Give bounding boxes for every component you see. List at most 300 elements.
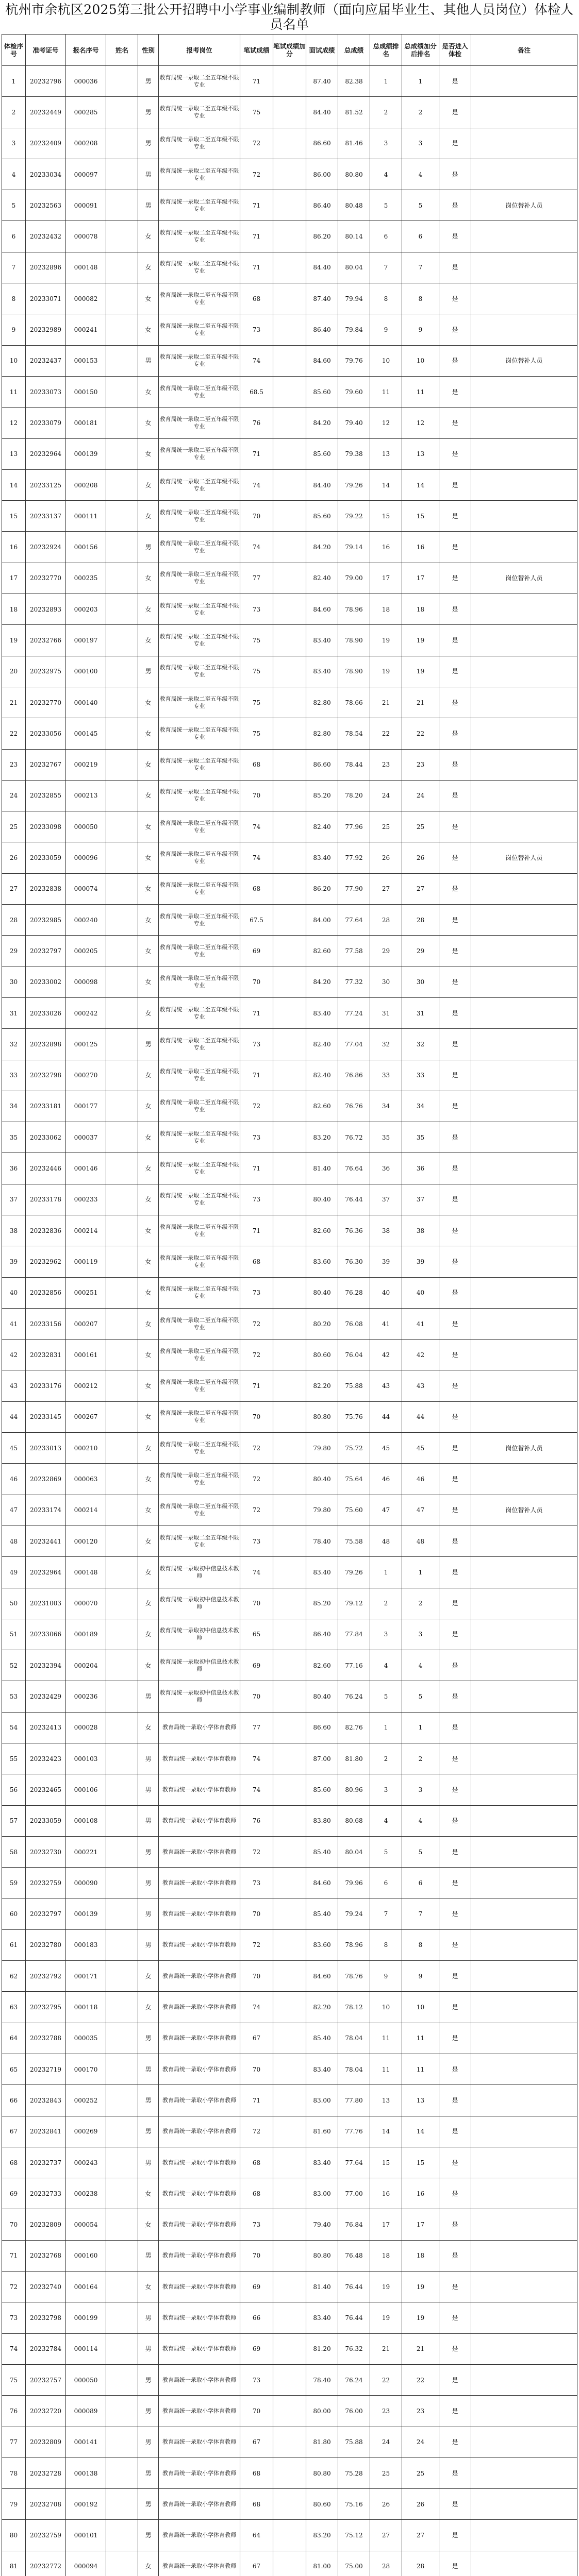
cell-bonus-rank: 18 [402,2240,439,2271]
cell-enter-exam: 是 [439,283,471,314]
cell-index: 52 [2,1650,26,1681]
cell-written-bonus [273,2240,306,2271]
cell-total-score: 78.04 [338,2054,370,2085]
cell-name [106,1774,138,1805]
table-row [2,1184,577,1215]
cell-written-score: 74 [240,1743,273,1774]
cell-registration-number: 000096 [66,842,106,873]
table-row [2,314,577,345]
cell-total-rank: 23 [370,2396,402,2427]
table-row [2,967,577,997]
table-row [2,1060,577,1091]
cell-registration-number: 000094 [66,2551,106,2576]
cell-exam-number: 20232843 [26,2085,66,2116]
cell-enter-exam: 是 [439,2147,471,2178]
cell-position: 教育局统一录取二至五年级不限专业 [159,718,240,749]
cell-bonus-rank: 11 [402,2054,439,2085]
cell-interview-score: 80.40 [306,1277,338,1308]
cell-index: 78 [2,2458,26,2488]
cell-exam-number: 20232768 [26,2240,66,2271]
cell-bonus-rank: 40 [402,1277,439,1308]
cell-registration-number: 000078 [66,221,106,252]
cell-gender: 女 [138,408,159,438]
cell-written-bonus [273,252,306,283]
cell-remarks [471,1340,577,1370]
cell-total-score: 79.38 [338,438,370,469]
cell-index: 22 [2,718,26,749]
cell-total-rank: 23 [370,749,402,780]
cell-written-score: 73 [240,1277,273,1308]
cell-total-score: 78.04 [338,2023,370,2054]
cell-bonus-rank: 38 [402,1215,439,1246]
cell-remarks [471,2520,577,2551]
cell-gender: 女 [138,936,159,967]
table-row [2,1961,577,1992]
cell-enter-exam: 是 [439,2240,471,2271]
cell-enter-exam: 是 [439,1650,471,1681]
cell-position: 教育局统一录取二至五年级不限专业 [159,1277,240,1308]
cell-exam-number: 20232740 [26,2272,66,2302]
cell-written-score: 72 [240,1091,273,1122]
cell-name [106,718,138,749]
cell-written-bonus [273,408,306,438]
cell-gender: 女 [138,749,159,780]
cell-remarks [471,997,577,1028]
cell-written-bonus [273,1215,306,1246]
cell-written-score: 69 [240,2272,273,2302]
cell-exam-number: 20232737 [26,2147,66,2178]
cell-exam-number: 20232767 [26,749,66,780]
table-row [2,252,577,283]
cell-written-score: 74 [240,532,273,563]
cell-bonus-rank: 5 [402,1681,439,1712]
cell-exam-number: 20232423 [26,1743,66,1774]
cell-gender: 男 [138,2116,159,2147]
cell-enter-exam: 是 [439,842,471,873]
cell-position: 教育局统一录取小学体育教师 [159,2302,240,2333]
cell-bonus-rank: 11 [402,376,439,407]
table-row [2,1681,577,1712]
cell-remarks [471,1277,577,1308]
cell-total-score: 75.16 [338,2489,370,2520]
cell-registration-number: 000214 [66,1215,106,1246]
cell-written-bonus [273,905,306,936]
cell-remarks [471,469,577,500]
cell-remarks [471,936,577,967]
cell-total-score: 77.64 [338,2147,370,2178]
cell-registration-number: 000035 [66,2023,106,2054]
cell-remarks [471,1899,577,1929]
cell-enter-exam: 是 [439,408,471,438]
cell-interview-score: 86.20 [306,221,338,252]
cell-name [106,905,138,936]
cell-position: 教育局统一录取小学体育教师 [159,2551,240,2576]
cell-total-rank: 24 [370,2427,402,2458]
cell-total-score: 81.46 [338,128,370,159]
cell-written-bonus [273,128,306,159]
cell-registration-number: 000141 [66,2427,106,2458]
cell-registration-number: 000242 [66,997,106,1028]
table-row [2,594,577,625]
cell-written-bonus [273,1650,306,1681]
cell-name [106,936,138,967]
cell-remarks [471,2116,577,2147]
cell-remarks: 岗位替补人员 [471,1433,577,1464]
cell-remarks: 岗位替补人员 [471,190,577,221]
cell-total-rank: 6 [370,221,402,252]
cell-exam-number: 20232893 [26,594,66,625]
cell-total-score: 77.32 [338,967,370,997]
table-row [2,1401,577,1432]
cell-total-score: 78.96 [338,1929,370,1960]
cell-total-rank: 25 [370,2458,402,2488]
cell-name [106,1929,138,1960]
cell-remarks [471,594,577,625]
cell-interview-score: 83.40 [306,2302,338,2333]
cell-exam-number: 20232797 [26,936,66,967]
cell-registration-number: 000089 [66,2396,106,2427]
cell-total-score: 75.00 [338,2551,370,2576]
cell-gender: 男 [138,159,159,190]
cell-position: 教育局统一录取小学体育教师 [159,1961,240,1992]
cell-enter-exam: 是 [439,1215,471,1246]
cell-interview-score: 79.80 [306,1495,338,1526]
cell-exam-number: 20232838 [26,873,66,904]
cell-registration-number: 000251 [66,1277,106,1308]
cell-index: 75 [2,2364,26,2395]
cell-total-rank: 46 [370,1464,402,1495]
cell-index: 20 [2,656,26,687]
cell-written-bonus [273,314,306,345]
cell-exam-number: 20232836 [26,1215,66,1246]
cell-registration-number: 000161 [66,1340,106,1370]
cell-written-score: 70 [240,1899,273,1929]
cell-enter-exam: 是 [439,563,471,594]
cell-interview-score: 86.60 [306,749,338,780]
cell-exam-number: 20233071 [26,283,66,314]
cell-index: 79 [2,2489,26,2520]
table-row [2,1495,577,1526]
cell-index: 49 [2,1557,26,1588]
cell-position: 教育局统一录取二至五年级不限专业 [159,563,240,594]
cell-exam-number: 20232989 [26,314,66,345]
table-row [2,1277,577,1308]
table-row [2,2209,577,2240]
table-row [2,1122,577,1153]
cell-position: 教育局统一录取二至五年级不限专业 [159,1340,240,1370]
cell-total-rank: 8 [370,283,402,314]
cell-index: 50 [2,1588,26,1619]
cell-interview-score: 83.40 [306,625,338,656]
header-name: 姓名 [106,35,138,66]
cell-name [106,2396,138,2427]
table-row [2,2489,577,2520]
cell-interview-score: 80.80 [306,2240,338,2271]
cell-name [106,1743,138,1774]
cell-remarks [471,2396,577,2427]
cell-remarks [471,1681,577,1712]
cell-bonus-rank: 8 [402,1929,439,1960]
cell-bonus-rank: 19 [402,656,439,687]
cell-written-score: 70 [240,2240,273,2271]
table-row [2,2396,577,2427]
cell-registration-number: 000070 [66,1588,106,1619]
cell-position: 教育局统一录取二至五年级不限专业 [159,408,240,438]
cell-written-bonus [273,2147,306,2178]
cell-name [106,1526,138,1556]
cell-gender: 女 [138,1557,159,1588]
cell-position: 教育局统一录取二至五年级不限专业 [159,1153,240,1184]
cell-index: 17 [2,563,26,594]
cell-remarks [471,1029,577,1060]
cell-enter-exam: 是 [439,2364,471,2395]
cell-registration-number: 000101 [66,2520,106,2551]
cell-exam-number: 20233156 [26,1308,66,1339]
cell-gender: 女 [138,2209,159,2240]
cell-registration-number: 000106 [66,1774,106,1805]
table-row [2,408,577,438]
cell-total-score: 76.28 [338,1277,370,1308]
cell-position: 教育局统一录取二至五年级不限专业 [159,1495,240,1526]
cell-bonus-rank: 23 [402,749,439,780]
table-row [2,997,577,1028]
cell-index: 16 [2,532,26,563]
cell-bonus-rank: 46 [402,1464,439,1495]
cell-written-score: 75 [240,656,273,687]
cell-name [106,2209,138,2240]
cell-enter-exam: 是 [439,2520,471,2551]
cell-enter-exam: 是 [439,2427,471,2458]
cell-interview-score: 83.40 [306,2147,338,2178]
cell-gender: 男 [138,190,159,221]
cell-written-score: 73 [240,1526,273,1556]
cell-name [106,532,138,563]
cell-remarks [471,1743,577,1774]
cell-interview-score: 87.40 [306,283,338,314]
header-written-bonus: 笔试成绩加分 [273,35,306,66]
cell-position: 教育局统一录取小学体育教师 [159,2427,240,2458]
cell-name [106,1215,138,1246]
cell-written-score: 72 [240,2116,273,2147]
cell-bonus-rank: 28 [402,905,439,936]
header-registration-number: 报名序号 [66,35,106,66]
cell-position: 教育局统一录取小学体育教师 [159,2520,240,2551]
cell-bonus-rank: 22 [402,718,439,749]
cell-name [106,1277,138,1308]
cell-written-bonus [273,1246,306,1277]
cell-written-score: 67.5 [240,905,273,936]
cell-interview-score: 82.80 [306,687,338,718]
cell-name [106,2302,138,2333]
cell-remarks [471,1060,577,1091]
cell-exam-number: 20233174 [26,1495,66,1526]
cell-total-score: 77.92 [338,842,370,873]
cell-registration-number: 000204 [66,1650,106,1681]
cell-bonus-rank: 43 [402,1370,439,1401]
cell-position: 教育局统一录取小学体育教师 [159,1712,240,1743]
cell-name [106,997,138,1028]
cell-registration-number: 000150 [66,376,106,407]
cell-name [106,1961,138,1992]
cell-written-bonus [273,2333,306,2364]
cell-total-score: 75.64 [338,1464,370,1495]
cell-enter-exam: 是 [439,873,471,904]
cell-written-score: 65 [240,1619,273,1650]
cell-remarks [471,1805,577,1836]
cell-name [106,1712,138,1743]
cell-written-score: 68 [240,749,273,780]
table-row [2,656,577,687]
cell-total-score: 76.32 [338,2333,370,2364]
cell-total-rank: 47 [370,1495,402,1526]
cell-remarks [471,1401,577,1432]
cell-index: 23 [2,749,26,780]
cell-written-bonus [273,1681,306,1712]
table-row [2,811,577,842]
cell-written-score: 71 [240,438,273,469]
cell-position: 教育局统一录取二至五年级不限专业 [159,221,240,252]
cell-registration-number: 000243 [66,2147,106,2178]
cell-written-bonus [273,1153,306,1184]
cell-interview-score: 79.80 [306,1433,338,1464]
cell-index: 1 [2,66,26,97]
cell-written-score: 74 [240,842,273,873]
cell-index: 76 [2,2396,26,2427]
cell-interview-score: 85.60 [306,501,338,532]
cell-written-score: 71 [240,1215,273,1246]
cell-registration-number: 000197 [66,625,106,656]
cell-registration-number: 000097 [66,159,106,190]
cell-bonus-rank: 45 [402,1433,439,1464]
cell-written-score: 72 [240,128,273,159]
cell-written-score: 75 [240,687,273,718]
cell-exam-number: 20233062 [26,1122,66,1153]
cell-registration-number: 000219 [66,749,106,780]
cell-remarks [471,1370,577,1401]
cell-written-score: 68 [240,283,273,314]
cell-position: 教育局统一录取二至五年级不限专业 [159,1308,240,1339]
cell-exam-number: 20232780 [26,1929,66,1960]
cell-enter-exam: 是 [439,1029,471,1060]
cell-total-rank: 21 [370,2333,402,2364]
cell-remarks [471,2054,577,2085]
cell-enter-exam: 是 [439,1091,471,1122]
cell-bonus-rank: 14 [402,469,439,500]
cell-interview-score: 85.60 [306,438,338,469]
cell-gender: 男 [138,2458,159,2488]
cell-name [106,1836,138,1867]
cell-exam-number: 20232429 [26,1681,66,1712]
cell-registration-number: 000098 [66,967,106,997]
cell-gender: 男 [138,2240,159,2271]
cell-written-score: 72 [240,1340,273,1370]
cell-registration-number: 000221 [66,1836,106,1867]
cell-index: 80 [2,2520,26,2551]
cell-total-score: 80.48 [338,190,370,221]
cell-index: 77 [2,2427,26,2458]
table-row [2,438,577,469]
cell-remarks [471,2272,577,2302]
cell-written-bonus [273,1836,306,1867]
cell-total-rank: 18 [370,2240,402,2271]
cell-registration-number: 000100 [66,656,106,687]
cell-index: 45 [2,1433,26,1464]
cell-interview-score: 82.20 [306,1992,338,2023]
cell-bonus-rank: 33 [402,1060,439,1091]
cell-registration-number: 000050 [66,811,106,842]
table-row [2,1557,577,1588]
cell-registration-number: 000192 [66,2489,106,2520]
cell-gender: 男 [138,66,159,97]
cell-bonus-rank: 1 [402,66,439,97]
cell-written-score: 70 [240,1961,273,1992]
cell-written-bonus [273,1961,306,1992]
cell-written-score: 71 [240,1370,273,1401]
cell-interview-score: 84.40 [306,469,338,500]
table-row [2,687,577,718]
cell-registration-number: 000177 [66,1091,106,1122]
cell-written-bonus [273,501,306,532]
cell-name [106,656,138,687]
cell-bonus-rank: 12 [402,408,439,438]
cell-total-score: 79.24 [338,1899,370,1929]
cell-gender: 女 [138,2272,159,2302]
cell-written-bonus [273,594,306,625]
cell-total-rank: 28 [370,2551,402,2576]
table-row [2,2116,577,2147]
cell-exam-number: 20232795 [26,1992,66,2023]
cell-position: 教育局统一录取二至五年级不限专业 [159,625,240,656]
cell-registration-number: 000074 [66,873,106,904]
cell-gender: 男 [138,1868,159,1899]
cell-remarks [471,2147,577,2178]
cell-index: 33 [2,1060,26,1091]
cell-gender: 女 [138,625,159,656]
cell-interview-score: 85.40 [306,1899,338,1929]
cell-exam-number: 20233066 [26,1619,66,1650]
cell-remarks [471,221,577,252]
cell-registration-number: 000028 [66,1712,106,1743]
cell-position: 教育局统一录取二至五年级不限专业 [159,1401,240,1432]
table-row [2,625,577,656]
cell-written-bonus [273,563,306,594]
cell-written-score: 73 [240,1184,273,1215]
cell-enter-exam: 是 [439,749,471,780]
cell-interview-score: 82.40 [306,1029,338,1060]
cell-position: 教育局统一录取小学体育教师 [159,2489,240,2520]
cell-bonus-rank: 11 [402,2023,439,2054]
cell-remarks [471,1184,577,1215]
cell-gender: 女 [138,283,159,314]
cell-exam-number: 20232856 [26,1277,66,1308]
table-row [2,1619,577,1650]
cell-name [106,2489,138,2520]
table-row [2,283,577,314]
cell-position: 教育局统一录取小学体育教师 [159,1743,240,1774]
cell-exam-number: 20232985 [26,905,66,936]
cell-written-bonus [273,1774,306,1805]
cell-written-bonus [273,1401,306,1432]
cell-total-rank: 5 [370,1681,402,1712]
cell-total-rank: 10 [370,345,402,376]
cell-exam-number: 20233145 [26,1401,66,1432]
cell-name [106,1464,138,1495]
cell-index: 61 [2,1929,26,1960]
cell-total-score: 76.84 [338,2209,370,2240]
cell-bonus-rank: 28 [402,2551,439,2576]
cell-remarks [471,2364,577,2395]
cell-position: 教育局统一录取二至五年级不限专业 [159,66,240,97]
